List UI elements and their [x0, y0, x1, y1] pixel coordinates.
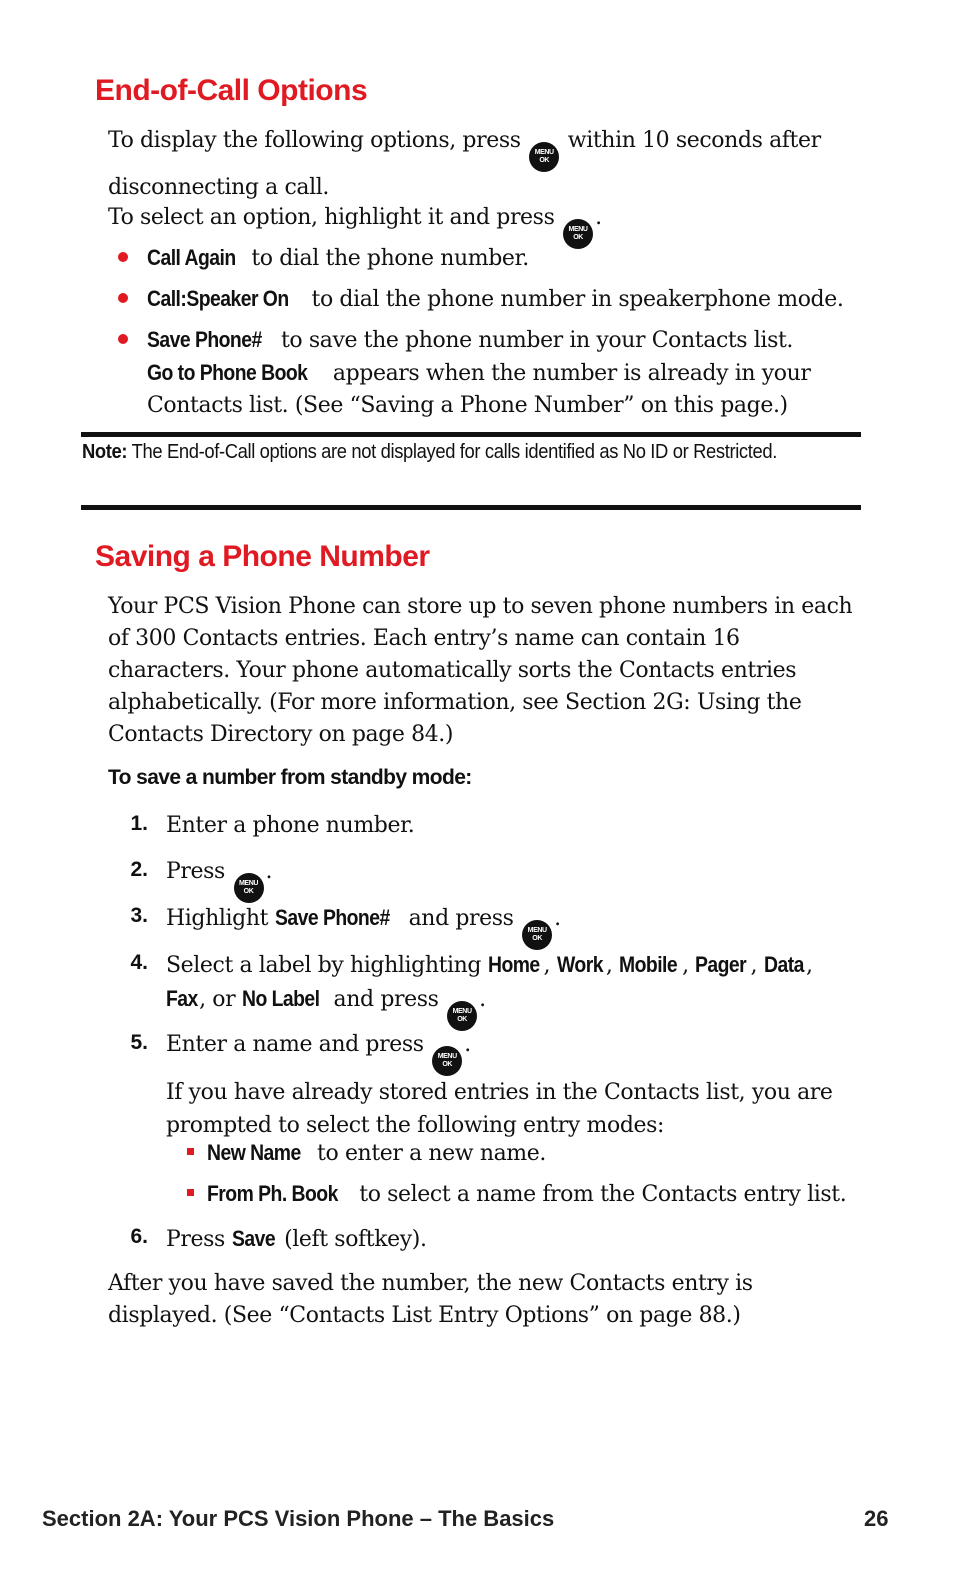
keyword: New Name [207, 1140, 301, 1165]
keyword: Save Phone# [147, 327, 262, 352]
step-1: Enter a phone number. [166, 813, 415, 838]
step-6 [166, 1222, 866, 1256]
note-text: The End-of-Call options are not displayed for calls identified as No ID or Restricted. [127, 441, 777, 463]
keyword: Go to Phone Book [147, 360, 308, 385]
menu-ok-button-icon: MENU OK [432, 1046, 462, 1076]
keyword: Fax [166, 986, 198, 1011]
keyword: Mobile [619, 952, 678, 977]
divider [81, 432, 861, 437]
step-3 [166, 901, 866, 950]
keyword: Save [231, 1226, 275, 1251]
text: To display the following options, press [108, 128, 521, 153]
page-number: 26 [864, 1506, 889, 1531]
text: Highlight [166, 906, 275, 931]
keyword: Call Again [147, 245, 236, 270]
text: To select an option, highlight it and press [108, 205, 555, 230]
text: to enter a new name. [310, 1141, 546, 1166]
list-item-call-again [147, 242, 867, 275]
keyword: Work [556, 952, 603, 977]
text: and press [326, 987, 439, 1012]
keyword: From Ph. Book [207, 1181, 338, 1206]
step-4: Select a label by highlighting Home , Work , Mobile , Pager , Data , Fax, or No Label and press MENU OK . [166, 948, 866, 1031]
text: to dial the phone number in speakerphone mode. [304, 287, 844, 312]
text: Press [166, 859, 225, 884]
bullet-icon [187, 1148, 194, 1155]
step-number: 6. [130, 1225, 148, 1248]
text: . [479, 987, 486, 1012]
keyword: Pager [695, 952, 747, 977]
paragraph-display-options [108, 125, 868, 204]
step-number: 4. [130, 951, 148, 974]
step-number: 5. [130, 1031, 148, 1054]
section-heading-end-of-call: End-of-Call Options [95, 74, 368, 107]
bullet-icon [118, 334, 128, 344]
text: to select a name from the Contacts entry list. [352, 1182, 847, 1207]
menu-ok-button-icon: MENU OK [447, 1001, 477, 1031]
menu-ok-button-icon: MENU OK [563, 219, 593, 249]
step-5 [166, 1028, 866, 1142]
step-number: 2. [130, 858, 148, 881]
step-number: 3. [130, 904, 148, 927]
step-number: 1. [130, 812, 148, 835]
text: Enter a name and press [166, 1032, 424, 1057]
text: Select a label by highlighting [166, 953, 488, 978]
text: Press [166, 1227, 232, 1252]
section-heading-saving-number: Saving a Phone Number [95, 540, 430, 573]
menu-ok-button-icon: MENU OK [529, 142, 559, 172]
divider [81, 505, 861, 510]
text: . [464, 1032, 471, 1057]
text: . [595, 205, 602, 230]
sub-item-new-name [207, 1136, 907, 1170]
list-item-save-phone [147, 324, 867, 422]
note-box [82, 438, 855, 467]
text: . [265, 859, 273, 884]
text: to dial the phone number. [244, 246, 529, 271]
keyword: Data [763, 952, 804, 977]
text: . [554, 906, 561, 931]
step-2 [166, 855, 866, 903]
text: (left softkey). [277, 1227, 427, 1252]
keyword: Home [487, 952, 540, 977]
menu-ok-button-icon: MENU OK [234, 873, 264, 903]
menu-ok-button-icon: MENU OK [522, 920, 552, 950]
note-label: Note: [82, 441, 128, 463]
text: appears when the number is already in your Contacts list. (See “Saving a Phone Number” on this page.) [147, 361, 811, 418]
procedure-heading: To save a number from standby mode: [108, 766, 472, 789]
bullet-icon [118, 252, 128, 262]
keyword: Save Phone# [274, 905, 390, 930]
footer-section-title: Section 2A: Your PCS Vision Phone – The Basics [42, 1506, 555, 1531]
paragraph-intro: Your PCS Vision Phone can store up to seven phone numbers in each of 300 Contacts entries. Each entry’s name can contain 16 characters. Your phone automatically sorts the Contacts entries alphabetically. (For more information, see Section 2G: Using the Contacts Directory on page 84.) [108, 594, 853, 747]
paragraph-outro: After you have saved the number, the new Contacts entry is displayed. (See “Contacts List Entry Options” on page 88.) [108, 1271, 753, 1328]
list-item-call-speaker [147, 283, 867, 316]
keyword: Call:Speaker On [147, 286, 289, 311]
text: to save the phone number in your Contacts list. [274, 328, 793, 353]
text: and press [402, 906, 514, 931]
bullet-icon [118, 293, 128, 303]
text: If you have already stored entries in the Contacts list, you are prompted to select the following entry modes: [166, 1080, 833, 1138]
sub-item-from-ph-book [207, 1177, 907, 1211]
keyword: No Label [241, 986, 320, 1011]
text: within 10 seconds after disconnecting a call. [108, 128, 821, 200]
bullet-icon [187, 1189, 194, 1196]
